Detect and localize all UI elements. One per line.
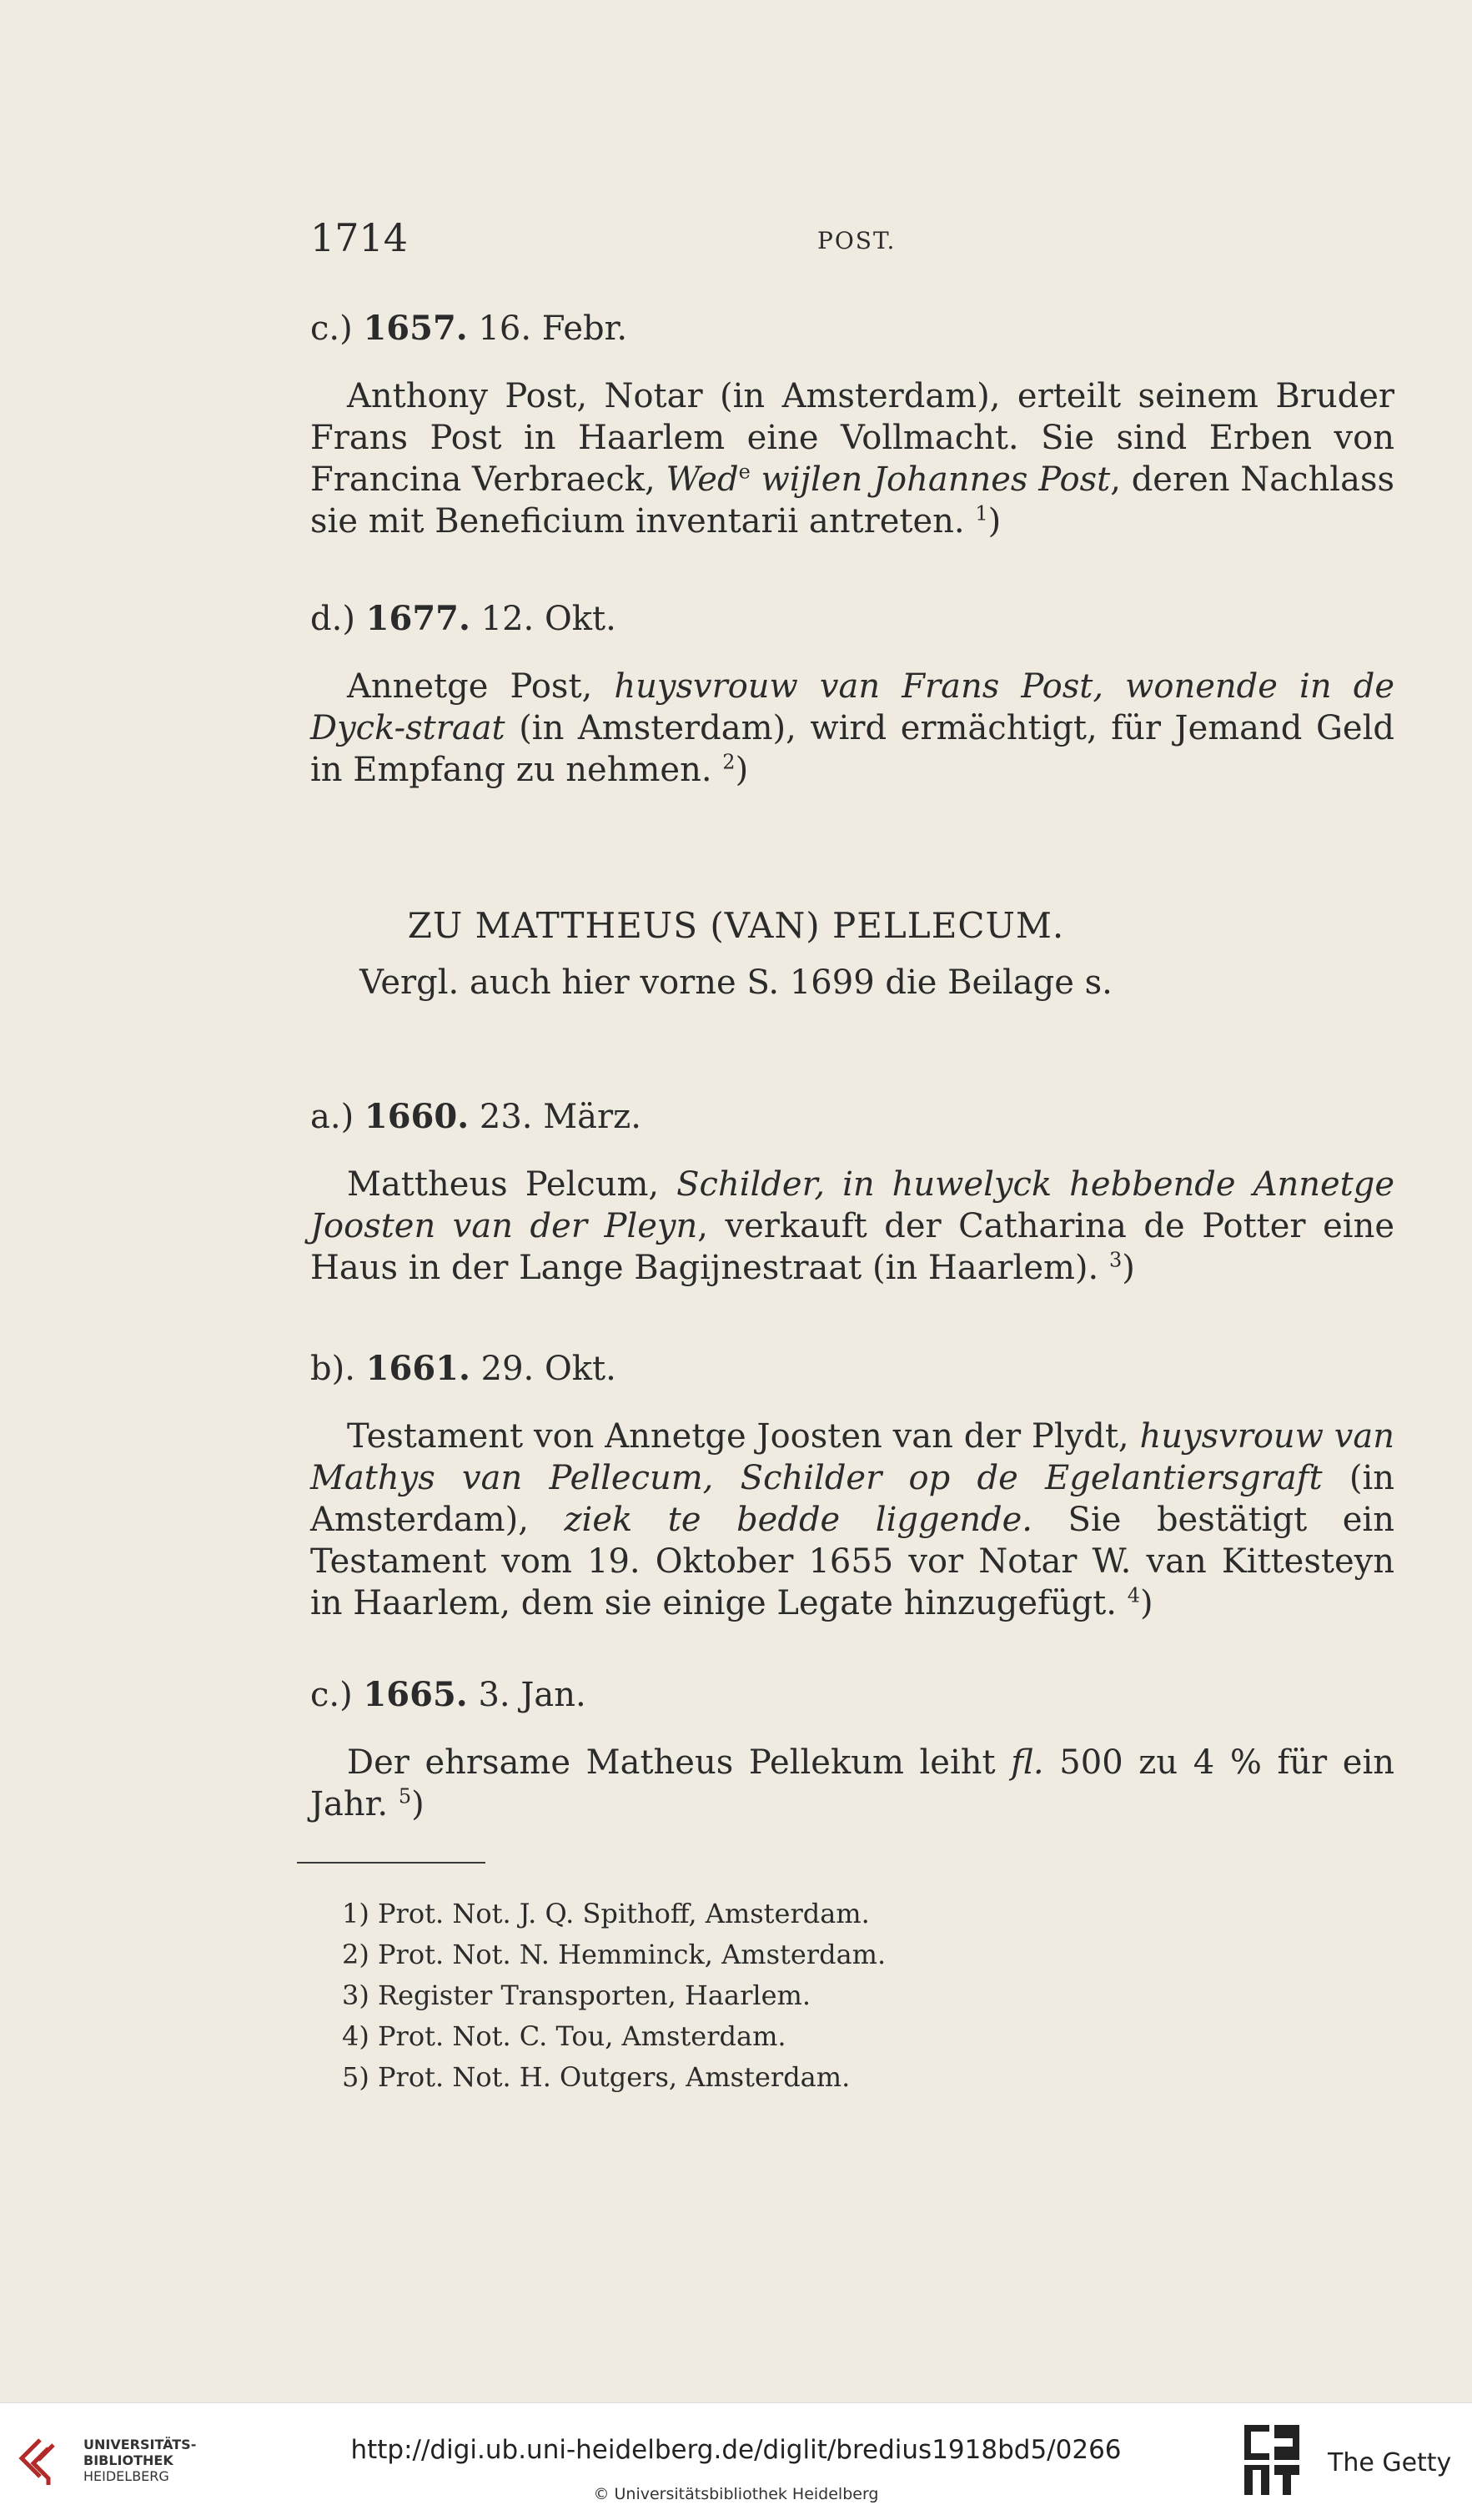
italic-run: huysvrouw van Mathys van Pellecum, Schilder op de Egelantiersgraft bbox=[310, 1417, 1394, 1497]
italic-run: fl. bbox=[1011, 1743, 1044, 1782]
entry-heading bbox=[310, 599, 1394, 639]
footnote-item: 3) Register Transporten, Haarlem. bbox=[342, 1979, 811, 2011]
text-run: Testament von Annetge Joosten van der Plydt, bbox=[347, 1417, 1140, 1456]
entry-date: 16. Febr. bbox=[478, 309, 628, 348]
entry-heading bbox=[310, 1349, 1394, 1389]
entry-date: 23. März. bbox=[479, 1098, 641, 1136]
getty-name: The Getty bbox=[1328, 2448, 1452, 2477]
library-name-line: UNIVERSITÄTS- bbox=[83, 2437, 197, 2452]
footnote-ref: 5 bbox=[398, 1784, 412, 1808]
entry-label: a.) bbox=[310, 1098, 354, 1136]
section-subtitle: Vergl. auch hier vorne S. 1699 die Beilage s. bbox=[359, 963, 1113, 1002]
text-run: (in Amsterdam), bbox=[310, 1459, 1395, 1539]
running-head: POST. bbox=[817, 227, 897, 254]
entry-1660 bbox=[310, 1097, 1394, 1289]
entry-label: c.) bbox=[310, 309, 353, 348]
page-number: 1714 bbox=[310, 215, 409, 260]
italic-run: ziek te bedde liggende. bbox=[564, 1501, 1032, 1539]
entry-1665 bbox=[310, 1675, 1394, 1825]
entry-date: 29. Okt. bbox=[480, 1350, 616, 1388]
footnote-ref: e bbox=[738, 460, 751, 484]
footnote-ref: 2 bbox=[722, 750, 736, 774]
entry-year: 1677. bbox=[365, 599, 470, 638]
source-url-link[interactable]: http://digi.ub.uni-heidelberg.de/diglit/bredius1918bd5/0266 bbox=[350, 2435, 1122, 2465]
entry-1677 bbox=[310, 599, 1394, 791]
text-run: ) bbox=[735, 751, 749, 789]
footnote-item: 1) Prot. Not. J. Q. Spithoff, Amsterdam. bbox=[342, 1898, 870, 1929]
text-run: Mattheus Pelcum, bbox=[347, 1165, 677, 1204]
entry-heading bbox=[310, 309, 1394, 349]
entry-label: c.) bbox=[310, 1676, 353, 1714]
footnote-ref: 1 bbox=[975, 501, 988, 526]
text-run: Annetge Post, bbox=[347, 667, 615, 706]
entry-year: 1657. bbox=[363, 309, 468, 348]
getty-logo-icon[interactable] bbox=[1243, 2423, 1303, 2498]
footnote-rule bbox=[297, 1862, 485, 1864]
footnotes bbox=[342, 1894, 886, 2098]
entry-heading bbox=[310, 1097, 1394, 1137]
entry-1657 bbox=[310, 309, 1394, 542]
entry-text bbox=[310, 375, 1394, 542]
footnote-ref: 4 bbox=[1127, 1583, 1140, 1607]
text-run: ) bbox=[987, 502, 1002, 541]
italic-run: Schilder, in huwelyck hebbende Annetge Joosten van der Pleyn bbox=[310, 1165, 1394, 1245]
entry-year: 1665. bbox=[363, 1675, 468, 1714]
italic-run: wijlen Johannes Post bbox=[750, 460, 1111, 499]
page-header bbox=[310, 215, 1394, 265]
entry-text bbox=[310, 1742, 1394, 1825]
entry-text bbox=[310, 666, 1394, 791]
entry-year: 1661. bbox=[365, 1349, 470, 1388]
entry-text bbox=[310, 1164, 1394, 1289]
entry-label: d.) bbox=[310, 600, 355, 638]
italic-run: Wed bbox=[666, 460, 739, 499]
library-name-line: BIBLIOTHEK bbox=[83, 2452, 173, 2468]
text-run: ) bbox=[1122, 1249, 1135, 1287]
text-run: ) bbox=[411, 1785, 425, 1823]
footnote-ref: 3 bbox=[1108, 1248, 1123, 1272]
italic-run: huysvrouw van Frans Post, wonende in de Dyck-straat bbox=[310, 667, 1394, 747]
text-run: Der ehrsame Matheus Pellekum leiht bbox=[347, 1743, 1012, 1782]
entry-1661 bbox=[310, 1349, 1394, 1624]
footnote-item: 2) Prot. Not. N. Hemminck, Amsterdam. bbox=[342, 1939, 887, 1970]
text-run: 500 zu 4 % für ein Jahr. bbox=[310, 1743, 1395, 1823]
section-title: ZU MATTHEUS (VAN) PELLECUM. bbox=[407, 905, 1065, 946]
entry-text bbox=[310, 1416, 1394, 1624]
text-run: , deren Nachlass sie mit Beneficium inventarii antreten. bbox=[310, 460, 1395, 541]
text-run: Anthony Post, Notar (in Amsterdam), erteilt seinem Bruder Frans Post in Haarlem eine Vollmacht. Sie sind Erben von Francina Verbraeck, bbox=[310, 377, 1394, 499]
text-run: (in Amsterdam), wird ermächtigt, für Jemand Geld in Empfang zu nehmen. bbox=[310, 709, 1394, 789]
entry-year: 1660. bbox=[364, 1097, 470, 1136]
entry-date: 12. Okt. bbox=[480, 600, 616, 638]
entry-date: 3. Jan. bbox=[478, 1676, 586, 1714]
copyright-notice: © Universitätsbibliothek Heidelberg bbox=[593, 2485, 879, 2503]
text-run: ) bbox=[1139, 1584, 1153, 1622]
footnote-item: 5) Prot. Not. H. Outgers, Amsterdam. bbox=[342, 2061, 851, 2093]
entry-heading bbox=[310, 1675, 1394, 1715]
text-run: , verkauft der Catharina de Potter eine Haus in der Lange Bagijnestraat (in Haarlem). bbox=[310, 1207, 1394, 1287]
text-run: Sie bestätigt ein Testament vom 19. Oktober 1655 vor Notar W. van Kittesteyn in Haarlem, dem sie einige Legate hinzugefügt. bbox=[310, 1501, 1394, 1622]
entry-label: b). bbox=[310, 1350, 355, 1388]
library-name-line: HEIDELBERG bbox=[83, 2468, 169, 2484]
viewer-footer bbox=[0, 2402, 1472, 2520]
footnote-item: 4) Prot. Not. C. Tou, Amsterdam. bbox=[342, 2020, 786, 2052]
